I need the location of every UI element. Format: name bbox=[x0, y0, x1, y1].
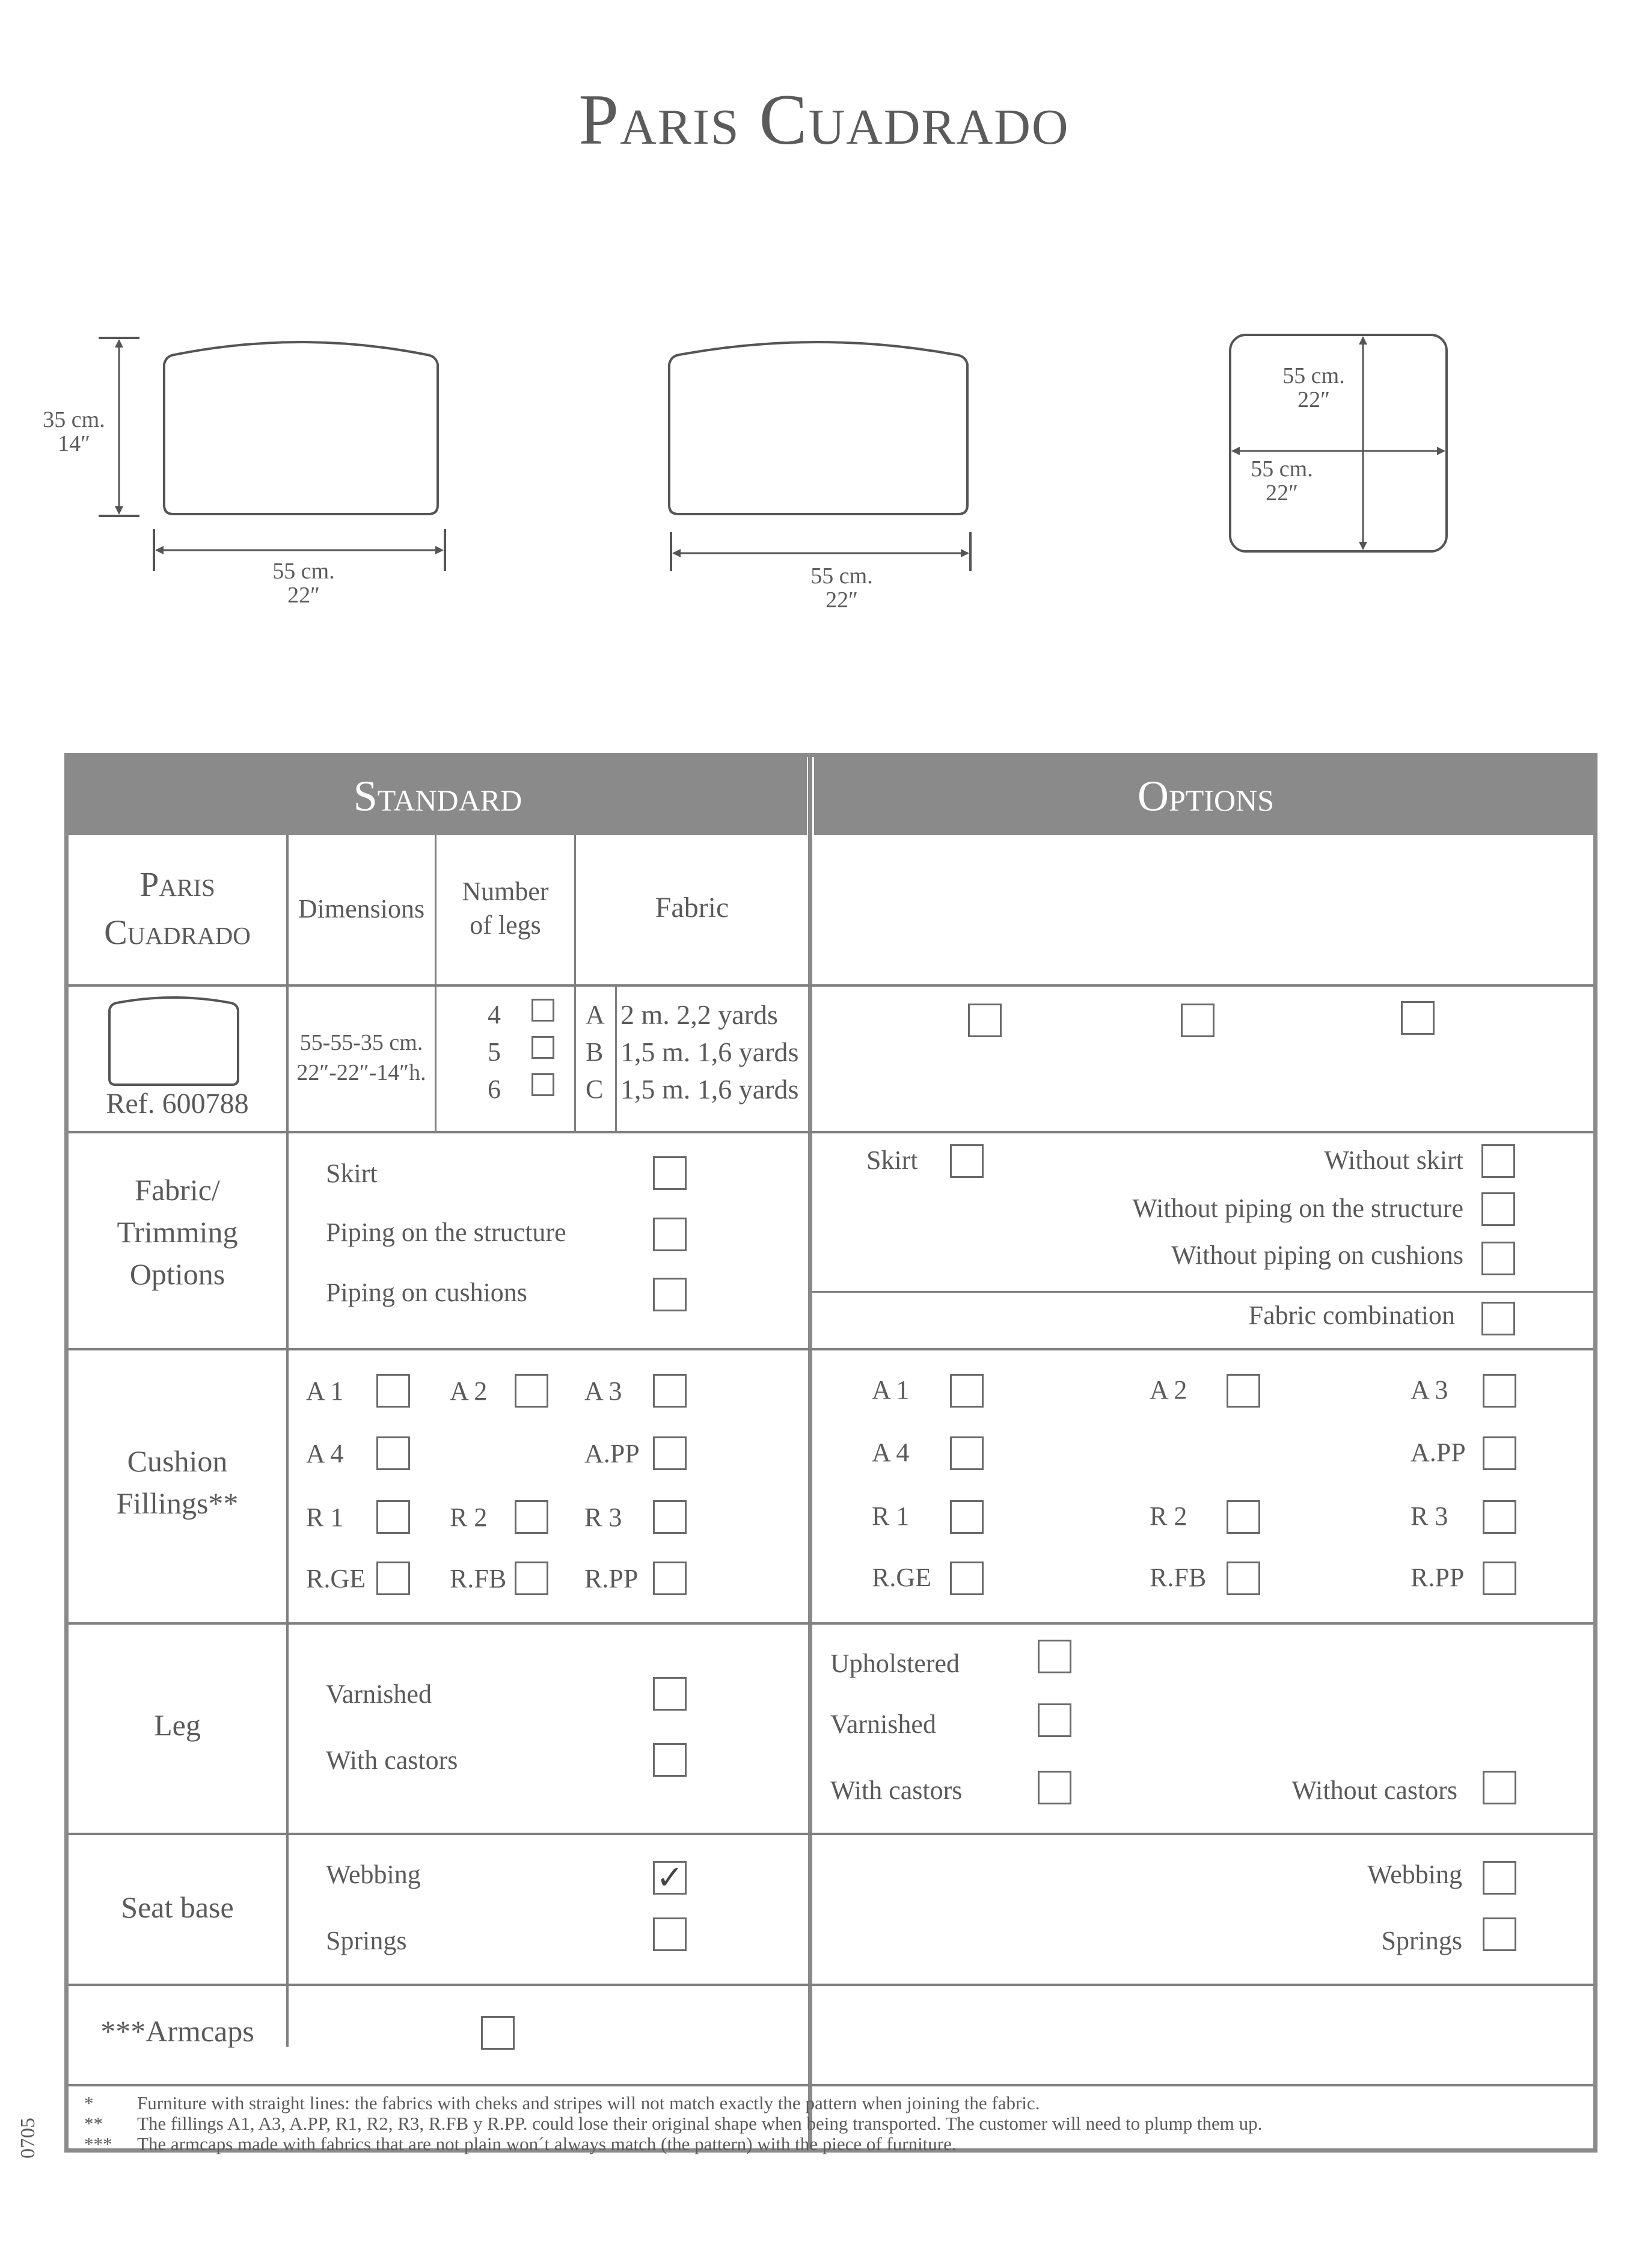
std-rpp-checkbox[interactable] bbox=[653, 1562, 687, 1595]
std-r1-checkbox[interactable] bbox=[376, 1500, 410, 1534]
std-springs-checkbox[interactable] bbox=[653, 1917, 687, 1951]
legs-heading: Number of legs bbox=[462, 877, 549, 940]
legs-4-checkbox[interactable] bbox=[531, 999, 554, 1022]
opt-without-castors-label: Without castors bbox=[1291, 1776, 1457, 1805]
std-a2-checkbox[interactable] bbox=[515, 1374, 548, 1408]
fabric-trimming-label: Fabric/ Trimming Options bbox=[117, 1173, 238, 1291]
opt-a3-checkbox[interactable] bbox=[1483, 1374, 1516, 1408]
fabric-code-a: A bbox=[586, 1000, 605, 1029]
std-r2-label: R 2 bbox=[450, 1503, 488, 1532]
fabric-heading: Fabric bbox=[655, 892, 729, 924]
piping-structure-label: Piping on the structure bbox=[326, 1218, 566, 1247]
piping-cushions-checkbox[interactable] bbox=[653, 1278, 687, 1311]
std-a1-label: A 1 bbox=[306, 1376, 344, 1406]
legs-6-checkbox[interactable] bbox=[531, 1073, 554, 1096]
footnote-text-1: Furniture with straight lines: the fabrics with cheks and stripes will not match exactly the pattern when joining the fabric. bbox=[137, 2092, 1040, 2113]
fabric-combination-checkbox[interactable] bbox=[1481, 1302, 1515, 1335]
std-rfb-checkbox[interactable] bbox=[515, 1562, 548, 1595]
std-castors-label: With castors bbox=[326, 1745, 458, 1775]
opt-rfb-checkbox[interactable] bbox=[1227, 1562, 1260, 1595]
top-depth-label: 55 cm. 22″ bbox=[1282, 363, 1345, 412]
fabric-code-b: B bbox=[586, 1037, 604, 1067]
skirt-label: Skirt bbox=[326, 1159, 378, 1188]
opt-app-checkbox[interactable] bbox=[1483, 1436, 1516, 1470]
option-product-checkbox-2[interactable] bbox=[1181, 1004, 1215, 1037]
std-a2-label: A 2 bbox=[450, 1376, 488, 1406]
opt-rge-label: R.GE bbox=[872, 1563, 931, 1592]
opt-upholstered-label: Upholstered bbox=[830, 1649, 960, 1678]
opt-a2-label: A 2 bbox=[1150, 1375, 1187, 1405]
std-a3-checkbox[interactable] bbox=[653, 1374, 687, 1408]
page-title: Paris Cuadrado bbox=[578, 79, 1070, 159]
checkmark-icon: ✓ bbox=[656, 1860, 684, 1896]
opt-varnished-checkbox[interactable] bbox=[1038, 1703, 1071, 1737]
opt-webbing-checkbox[interactable] bbox=[1483, 1861, 1516, 1895]
std-webbing-checkbox[interactable] bbox=[653, 1861, 687, 1895]
opt-rge-checkbox[interactable] bbox=[950, 1562, 984, 1595]
option-product-checkbox-1[interactable] bbox=[968, 1004, 1002, 1037]
fabric-code-c: C bbox=[586, 1074, 604, 1104]
order-form bbox=[64, 753, 1597, 2153]
opt-a1-label: A 1 bbox=[872, 1375, 910, 1405]
std-r2-checkbox[interactable] bbox=[515, 1500, 548, 1534]
std-castors-checkbox[interactable] bbox=[653, 1743, 687, 1777]
opt-a1-checkbox[interactable] bbox=[950, 1374, 984, 1408]
std-a4-checkbox[interactable] bbox=[376, 1436, 410, 1470]
without-piping-cushions-checkbox[interactable] bbox=[1481, 1242, 1515, 1275]
front-view-outline bbox=[164, 342, 438, 514]
footnote-mark-1: * bbox=[84, 2092, 94, 2113]
opt-springs-label: Springs bbox=[1381, 1926, 1462, 1955]
opt-a4-label: A 4 bbox=[872, 1438, 910, 1467]
without-piping-structure-checkbox[interactable] bbox=[1481, 1192, 1515, 1226]
opt-a3-label: A 3 bbox=[1411, 1375, 1448, 1405]
opt-r2-label: R 2 bbox=[1150, 1501, 1187, 1531]
opt-with-castors-checkbox[interactable] bbox=[1038, 1771, 1071, 1804]
side-width-label: 55 cm. 22″ bbox=[810, 563, 873, 613]
footnote-mark-3: *** bbox=[84, 2133, 112, 2154]
std-app-label: A.PP bbox=[584, 1439, 640, 1468]
std-a3-label: A 3 bbox=[584, 1376, 622, 1406]
product-name: Paris Cuadrado bbox=[104, 865, 251, 952]
opt-r3-label: R 3 bbox=[1411, 1501, 1448, 1531]
std-rpp-label: R.PP bbox=[584, 1564, 639, 1593]
product-thumbnail bbox=[105, 995, 243, 1091]
opt-with-castors-label: With castors bbox=[830, 1776, 963, 1805]
std-rge-label: R.GE bbox=[306, 1564, 366, 1593]
without-piping-cushions-label: Without piping on cushions bbox=[1171, 1240, 1463, 1270]
armcaps-label: ***Armcaps bbox=[100, 2014, 254, 2048]
opt-varnished-label: Varnished bbox=[830, 1709, 936, 1739]
legs-5-label: 5 bbox=[488, 1037, 501, 1067]
product-ref: Ref. 600788 bbox=[106, 1088, 249, 1120]
std-a4-label: A 4 bbox=[306, 1439, 344, 1468]
opt-springs-checkbox[interactable] bbox=[1483, 1917, 1516, 1951]
opt-rpp-label: R.PP bbox=[1411, 1563, 1465, 1592]
skirt-checkbox[interactable] bbox=[653, 1156, 687, 1190]
footnote-mark-2: ** bbox=[84, 2113, 103, 2134]
dimensions-heading: Dimensions bbox=[298, 894, 425, 924]
legs-6-label: 6 bbox=[488, 1074, 501, 1104]
std-r1-label: R 1 bbox=[306, 1503, 344, 1532]
seat-base-label: Seat base bbox=[121, 1890, 234, 1924]
std-r3-checkbox[interactable] bbox=[653, 1500, 687, 1534]
std-varnished-checkbox[interactable] bbox=[653, 1677, 687, 1711]
std-rge-checkbox[interactable] bbox=[376, 1562, 410, 1595]
without-piping-structure-label: Without piping on the structure bbox=[1132, 1194, 1463, 1223]
piping-structure-checkbox[interactable] bbox=[653, 1218, 687, 1251]
opt-rfb-label: R.FB bbox=[1150, 1563, 1207, 1592]
opt-without-castors-checkbox[interactable] bbox=[1483, 1771, 1516, 1804]
leg-label: Leg bbox=[154, 1708, 201, 1742]
opt-a2-checkbox[interactable] bbox=[1227, 1374, 1260, 1408]
opt-upholstered-checkbox[interactable] bbox=[1038, 1640, 1071, 1673]
opt-rpp-checkbox[interactable] bbox=[1483, 1562, 1516, 1595]
opt-r3-checkbox[interactable] bbox=[1483, 1500, 1516, 1534]
legs-4-label: 4 bbox=[488, 1000, 501, 1029]
footnote-text-2: The fillings A1, A3, A.PP, R1, R2, R3, R.FB y R.PP. could lose their original shape when being transported. The customer will need to plump them up. bbox=[137, 2113, 1263, 2134]
opt-webbing-label: Webbing bbox=[1367, 1860, 1462, 1889]
top-width-label: 55 cm. 22″ bbox=[1251, 456, 1313, 506]
std-springs-label: Springs bbox=[326, 1926, 407, 1955]
fabric-amount-c: 1,5 m. 1,6 yards bbox=[620, 1074, 799, 1105]
opt-r2-checkbox[interactable] bbox=[1227, 1500, 1260, 1534]
opt-a4-checkbox[interactable] bbox=[950, 1436, 984, 1470]
without-skirt-checkbox[interactable] bbox=[1481, 1144, 1515, 1178]
option-skirt-checkbox[interactable] bbox=[950, 1144, 984, 1178]
piping-cushions-label: Piping on cushions bbox=[326, 1278, 527, 1307]
footnote-text-3: The armcaps made with fabrics that are not plain won´t always match (the pattern) with the piece of furniture. bbox=[137, 2133, 957, 2154]
option-skirt-label: Skirt bbox=[866, 1145, 918, 1175]
product-dimensions: 55-55-35 cm. 22″-22″-14″h. bbox=[296, 1030, 426, 1085]
standard-header: Standard bbox=[69, 757, 807, 835]
std-r3-label: R 3 bbox=[584, 1503, 622, 1532]
std-a1-checkbox[interactable] bbox=[376, 1374, 410, 1408]
armcaps-checkbox[interactable] bbox=[481, 2016, 515, 2050]
side-view-outline bbox=[669, 342, 967, 514]
opt-r1-checkbox[interactable] bbox=[950, 1500, 984, 1534]
without-skirt-label: Without skirt bbox=[1324, 1145, 1463, 1175]
document-code: 0705 bbox=[17, 2118, 39, 2159]
std-rfb-label: R.FB bbox=[450, 1564, 507, 1593]
fabric-amount-b: 1,5 m. 1,6 yards bbox=[620, 1037, 799, 1067]
legs-5-checkbox[interactable] bbox=[531, 1036, 554, 1059]
fabric-combination-label: Fabric combination bbox=[1248, 1301, 1455, 1330]
std-webbing-label: Webbing bbox=[326, 1860, 421, 1889]
fabric-amount-a: 2 m. 2,2 yards bbox=[620, 999, 778, 1030]
option-product-checkbox-3[interactable] bbox=[1401, 1001, 1435, 1035]
options-header: Options bbox=[814, 757, 1597, 835]
cushion-fillings-label: Cushion Fillings** bbox=[116, 1444, 239, 1520]
std-app-checkbox[interactable] bbox=[653, 1436, 687, 1470]
front-width-label: 55 cm. 22″ bbox=[272, 559, 335, 608]
opt-r1-label: R 1 bbox=[872, 1501, 910, 1531]
opt-app-label: A.PP bbox=[1411, 1438, 1466, 1467]
std-varnished-label: Varnished bbox=[326, 1679, 432, 1709]
front-height-label: 35 cm. 14″ bbox=[43, 407, 105, 456]
